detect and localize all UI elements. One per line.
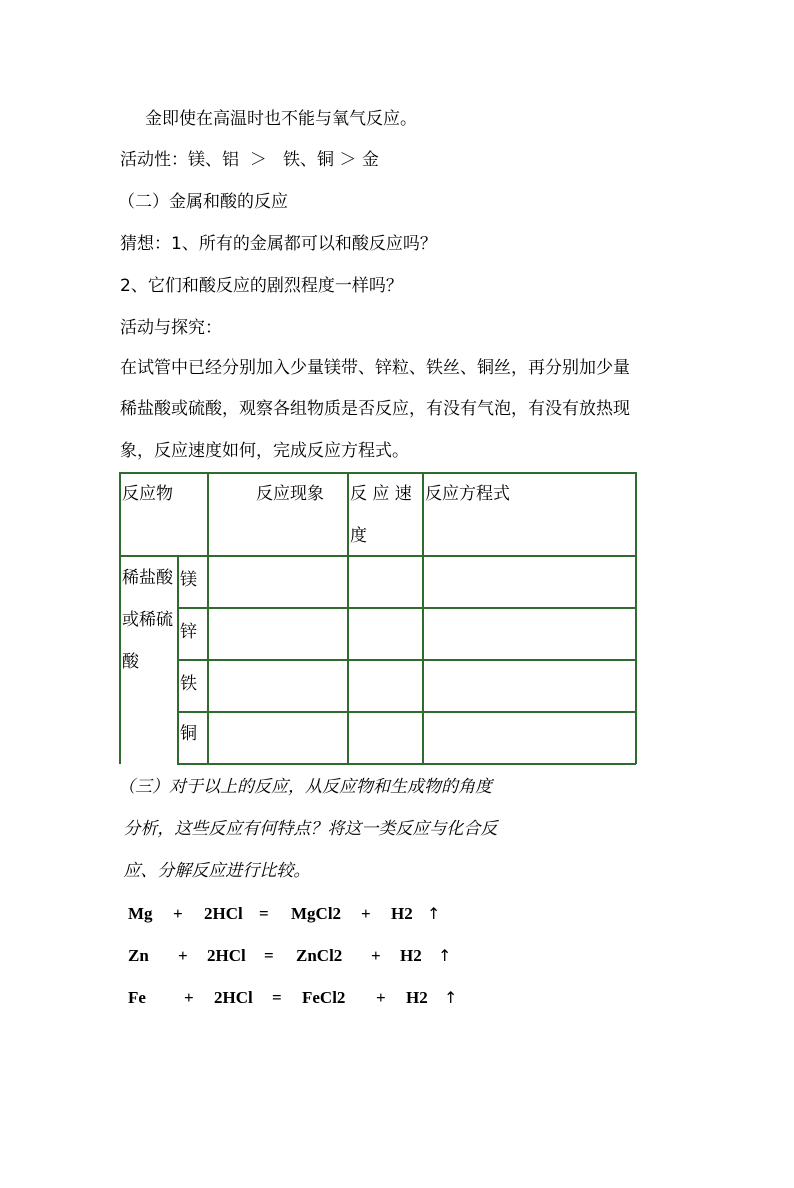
- eq-equals: =: [272, 988, 282, 1007]
- section3-line2: 分析，这些反应有何特点？将这一类反应与化合反: [118, 819, 498, 839]
- eq-salt: ZnCl2: [296, 946, 343, 965]
- eq-acid: 2HCl: [214, 988, 253, 1007]
- eq-metal: Zn: [128, 946, 149, 965]
- acid-label-line2: 或稀硫: [122, 610, 173, 630]
- eq-acid: 2HCl: [204, 904, 243, 923]
- eq-plus: +: [184, 988, 194, 1007]
- eq-salt: MgCl2: [291, 904, 342, 923]
- up-arrow-icon: ↑: [438, 946, 452, 965]
- eq-plus: +: [173, 904, 183, 923]
- eq-plus: +: [178, 946, 188, 965]
- eq-equals: =: [264, 946, 274, 965]
- paragraph-instructions-3: 象，反应速度如何，完成反应方程式。: [120, 441, 409, 461]
- metal-iron: 铁: [180, 674, 197, 694]
- section-heading-2: （二）金属和酸的反应: [118, 192, 288, 212]
- acid-label-line3: 酸: [122, 652, 139, 672]
- eq-gas: H2: [400, 946, 422, 965]
- paragraph-guess-1: 猜想：1、所有的金属都可以和酸反应吗？: [120, 234, 437, 254]
- paragraph-activity: 活动性：镁、铝 ＞ 铁、铜 ＞ 金: [120, 150, 379, 170]
- header-reactant: 反应物: [122, 484, 173, 504]
- header-phenomenon: 反应现象: [256, 484, 324, 504]
- section3-line3: 应、分解反应进行比较。: [118, 861, 311, 881]
- reaction-table: [119, 472, 636, 764]
- eq-metal: Mg: [128, 904, 153, 923]
- section3-line1: （三）对于以上的反应，从反应物和生成物的角度: [118, 777, 492, 797]
- eq-equals: =: [259, 904, 269, 923]
- header-speed-line1: 反 应 速: [350, 484, 412, 504]
- eq-acid: 2HCl: [207, 946, 246, 965]
- paragraph-instructions-1: 在试管中已经分别加入少量镁带、锌粒、铁丝、铜丝，再分别加少量: [120, 358, 630, 378]
- eq-metal: Fe: [128, 988, 146, 1007]
- up-arrow-icon: ↑: [427, 904, 441, 923]
- up-arrow-icon: ↑: [444, 988, 458, 1007]
- eq-plus: +: [361, 904, 371, 923]
- header-equation: 反应方程式: [425, 484, 510, 504]
- eq-salt: FeCl2: [302, 988, 346, 1007]
- header-speed-line2: 度: [350, 526, 367, 546]
- paragraph-guess-2: 2、它们和酸反应的剧烈程度一样吗？: [120, 276, 403, 296]
- metal-zinc: 锌: [180, 622, 197, 642]
- paragraph-activity-label: 活动与探究：: [120, 318, 222, 338]
- eq-plus: +: [376, 988, 386, 1007]
- eq-gas: H2: [406, 988, 428, 1007]
- acid-label-line1: 稀盐酸: [122, 568, 173, 588]
- metal-magnesium: 镁: [180, 570, 197, 590]
- equation-fe: [128, 988, 458, 1188]
- metal-copper: 铜: [180, 724, 197, 744]
- paragraph-gold: 金即使在高温时也不能与氧气反应。: [145, 109, 417, 129]
- paragraph-instructions-2: 稀盐酸或硫酸，观察各组物质是否反应，有没有气泡，有没有放热现: [120, 399, 630, 419]
- eq-gas: H2: [391, 904, 413, 923]
- eq-plus: +: [371, 946, 381, 965]
